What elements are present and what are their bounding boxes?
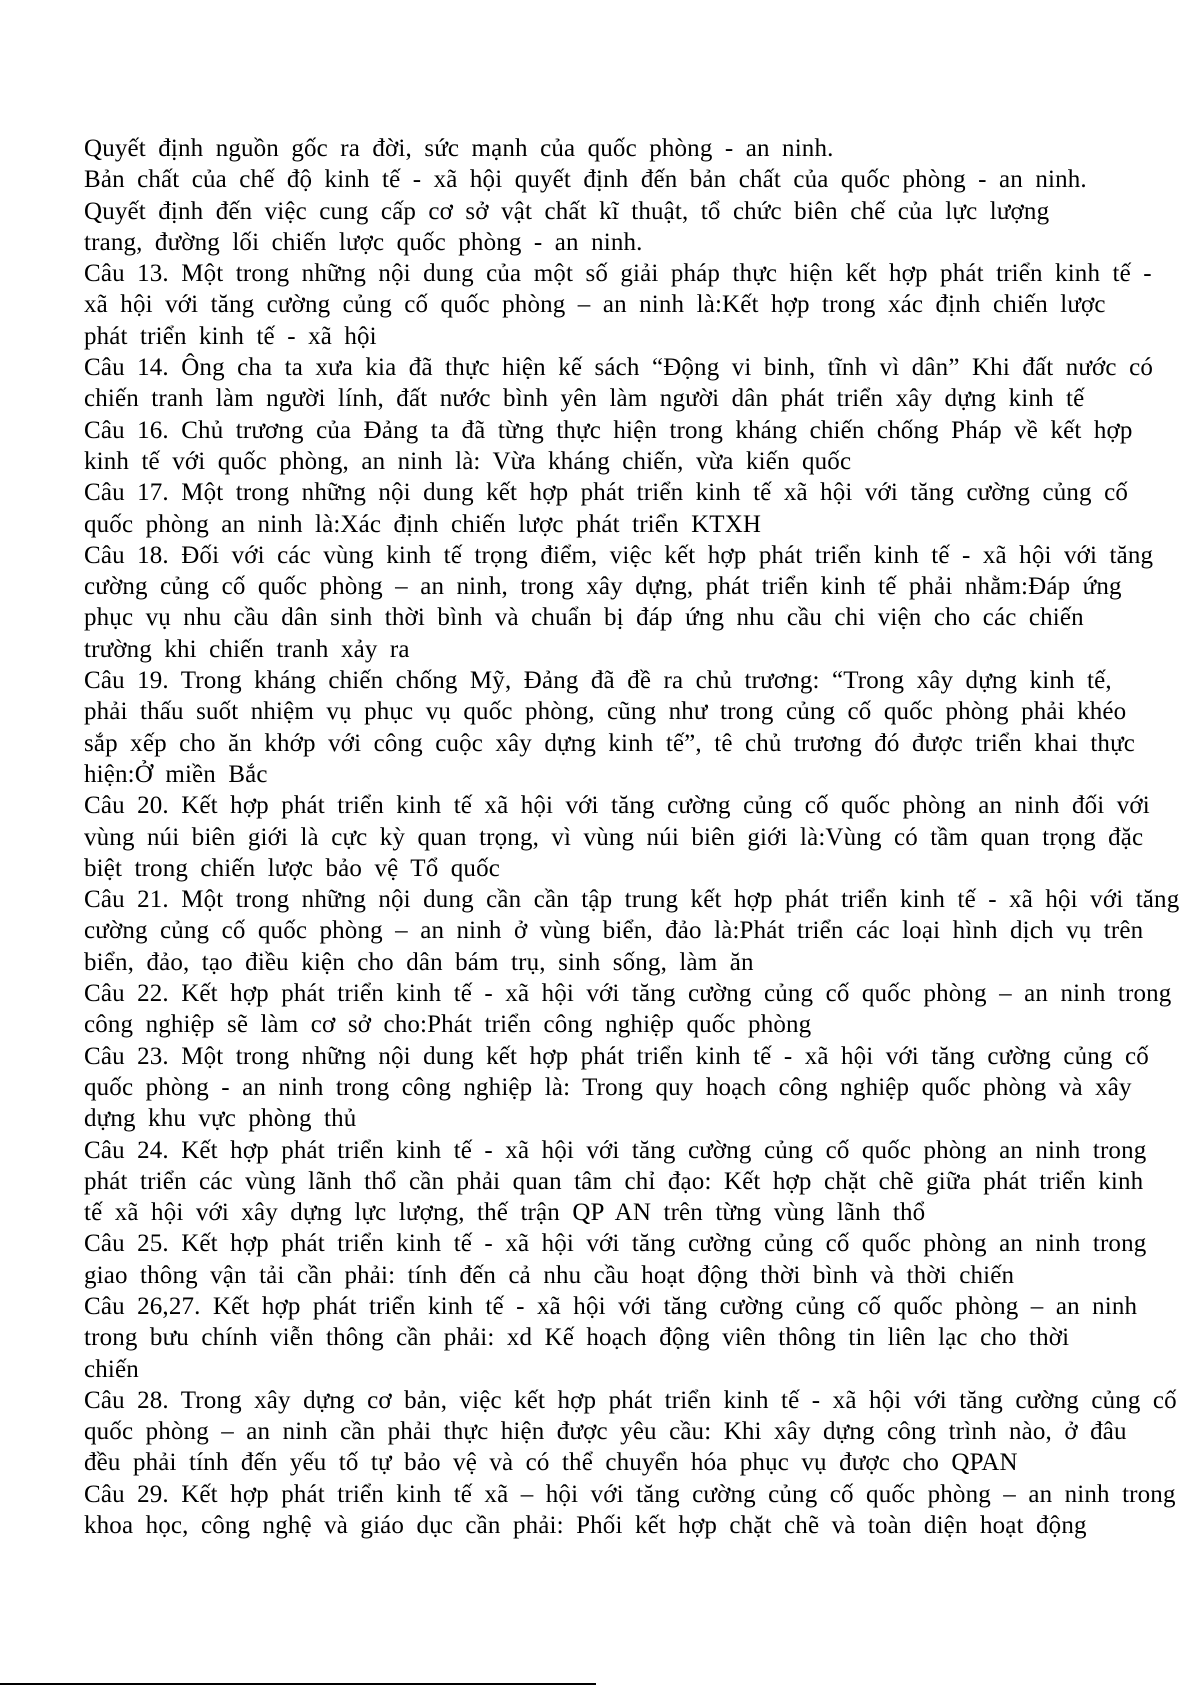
text-line: Câu 25. Kết hợp phát triển kinh tế - xã hội với tăng cường củng cố quốc phòng an ninh trong bbox=[84, 1230, 1147, 1258]
text-line: trang, đường lối chiến lược quốc phòng - an ninh. bbox=[84, 228, 643, 256]
text-line: xã hội với tăng cường củng cố quốc phòng – an ninh là:Kết hợp trong xác định chiến lược bbox=[84, 291, 1106, 319]
text-line: trường khi chiến tranh xảy ra bbox=[84, 635, 410, 663]
text-line: phục vụ nhu cầu dân sinh thời bình và chuẩn bị đáp ứng nhu cầu chi viện cho các chiến bbox=[84, 604, 1084, 632]
text-line: chiến bbox=[84, 1355, 139, 1383]
text-line: biệt trong chiến lược bảo vệ Tổ quốc bbox=[84, 854, 500, 882]
text-line: kinh tế với quốc phòng, an ninh là: Vừa kháng chiến, vừa kiến quốc bbox=[84, 447, 852, 475]
text-line: Câu 18. Đối với các vùng kinh tế trọng điểm, việc kết hợp phát triển kinh tế - xã hội với tăng bbox=[84, 541, 1154, 569]
text-line: trong bưu chính viễn thông cần phải: xd Kế hoạch động viên thông tin liên lạc cho thời bbox=[84, 1324, 1070, 1352]
text-line: Câu 13. Một trong những nội dung của một số giải pháp thực hiện kết hợp phát triển kinh tế - bbox=[84, 260, 1152, 288]
text-line: Câu 26,27. Kết hợp phát triển kinh tế - xã hội với tăng cường củng cố quốc phòng – an ninh bbox=[84, 1292, 1138, 1320]
bullet-text: Bản chất của chế độ kinh tế - xã hội quyết định đến bản chất của quốc phòng - an ninh. bbox=[84, 166, 1087, 194]
text-line: vùng núi biên giới là cực kỳ quan trọng, vì vùng núi biên giới là:Vùng có tầm quan trọng đặc bbox=[84, 823, 1144, 851]
text-line: Câu 14. Ông cha ta xưa kia đã thực hiện kế sách “Động vi binh, tĩnh vì dân” Khi đất nước có bbox=[84, 354, 1153, 382]
text-line: quốc phòng - an ninh trong công nghiệp là: Trong quy hoạch công nghiệp quốc phòng và xây bbox=[84, 1073, 1132, 1101]
text-line: phát triển các vùng lãnh thổ cần phải quan tâm chỉ đạo: Kết hợp chặt chẽ giữa phát triển kinh bbox=[84, 1167, 1144, 1195]
text-line: giao thông vận tải cần phải: tính đến cả nhu cầu hoạt động thời bình và thời chiến bbox=[84, 1261, 1015, 1289]
text-line: Câu 23. Một trong những nội dung kết hợp phát triển kinh tế - xã hội với tăng cường củng cố bbox=[84, 1042, 1149, 1070]
text-line: khoa học, công nghệ và giáo dục cần phải: Phối kết hợp chặt chẽ và toàn diện hoạt động bbox=[84, 1512, 1087, 1540]
bullet-text: Quyết định đến việc cung cấp cơ sở vật chất kĩ thuật, tổ chức biên chế của lực lượng bbox=[84, 197, 1050, 225]
bullet-item bbox=[84, 133, 1191, 164]
text-line: Câu 28. Trong xây dựng cơ bản, việc kết hợp phát triển kinh tế - xã hội với tăng cường củng cố bbox=[84, 1386, 1177, 1414]
text-line: sắp xếp cho ăn khớp với công cuộc xây dựng kinh tế”, tê chủ trương đó được triển khai thực bbox=[84, 729, 1136, 757]
text-line: công nghiệp sẽ làm cơ sở cho:Phát triển công nghiệp quốc phòng bbox=[84, 1011, 812, 1039]
text-line: Câu 24. Kết hợp phát triển kinh tế - xã hội với tăng cường củng cố quốc phòng an ninh trong bbox=[84, 1136, 1147, 1164]
bullet-item bbox=[84, 164, 1191, 195]
text-line: dựng khu vực phòng thủ bbox=[84, 1105, 357, 1133]
text-line: cường củng cố quốc phòng – an ninh, trong xây dựng, phát triển kinh tế phải nhằm:Đáp ứng bbox=[84, 573, 1122, 601]
text-line: chiến tranh làm người lính, đất nước bình yên làm người dân phát triển xây dựng kinh tế bbox=[84, 385, 1085, 413]
text-line: quốc phòng – an ninh cần phải thực hiện được yêu cầu: Khi xây dựng công trình nào, ở đâu bbox=[84, 1418, 1127, 1446]
text-line: biển, đảo, tạo điều kiện cho dân bám trụ, sinh sống, làm ăn bbox=[84, 948, 754, 976]
text-line: đều phải tính đến yếu tố tự bảo vệ và có thể chuyển hóa phục vụ được cho QPAN bbox=[84, 1449, 1018, 1477]
text-line: quốc phòng an ninh là:Xác định chiến lược phát triển KTXH bbox=[84, 510, 762, 538]
text-line: Câu 29. Kết hợp phát triển kinh tế xã – hội với tăng cường củng cố quốc phòng – an ninh trong bbox=[84, 1480, 1176, 1508]
text-line: Câu 17. Một trong những nội dung kết hợp phát triển kinh tế xã hội với tăng cường củng cố bbox=[84, 479, 1128, 507]
text-line: Câu 16. Chủ trương của Đảng ta đã từng thực hiện trong kháng chiến chống Pháp về kết hợp bbox=[84, 416, 1133, 444]
document-body bbox=[84, 133, 1191, 1541]
text-line: Câu 20. Kết hợp phát triển kinh tế xã hội với tăng cường củng cố quốc phòng an ninh đối với bbox=[84, 792, 1150, 820]
text-line: phát triển kinh tế - xã hội bbox=[84, 322, 377, 350]
bullet-item bbox=[84, 196, 1191, 227]
text-line: hiện:Ở miền Bắc bbox=[84, 760, 268, 788]
text-line: Câu 21. Một trong những nội dung cần cần tập trung kết hợp phát triển kinh tế - xã hội với tăng bbox=[84, 886, 1180, 914]
text-line: cường củng cố quốc phòng – an ninh ở vùng biển, đảo là:Phát triển các loại hình dịch vụ trên bbox=[84, 917, 1144, 945]
bullet-text: Quyết định nguồn gốc ra đời, sức mạnh của quốc phòng - an ninh. bbox=[84, 135, 834, 162]
text-line: Câu 22. Kết hợp phát triển kinh tế - xã hội với tăng cường củng cố quốc phòng – an ninh trong bbox=[84, 980, 1172, 1008]
text-line: tế xã hội với xây dựng lực lượng, thế trận QP AN trên từng vùng lãnh thổ bbox=[84, 1199, 926, 1227]
text-line: Câu 19. Trong kháng chiến chống Mỹ, Đảng đã đề ra chủ trương: “Trong xây dựng kinh tế, bbox=[84, 667, 1112, 695]
text-line: phải thấu suốt nhiệm vụ phục vụ quốc phòng, cũng như trong củng cố quốc phòng phải khéo bbox=[84, 698, 1127, 726]
